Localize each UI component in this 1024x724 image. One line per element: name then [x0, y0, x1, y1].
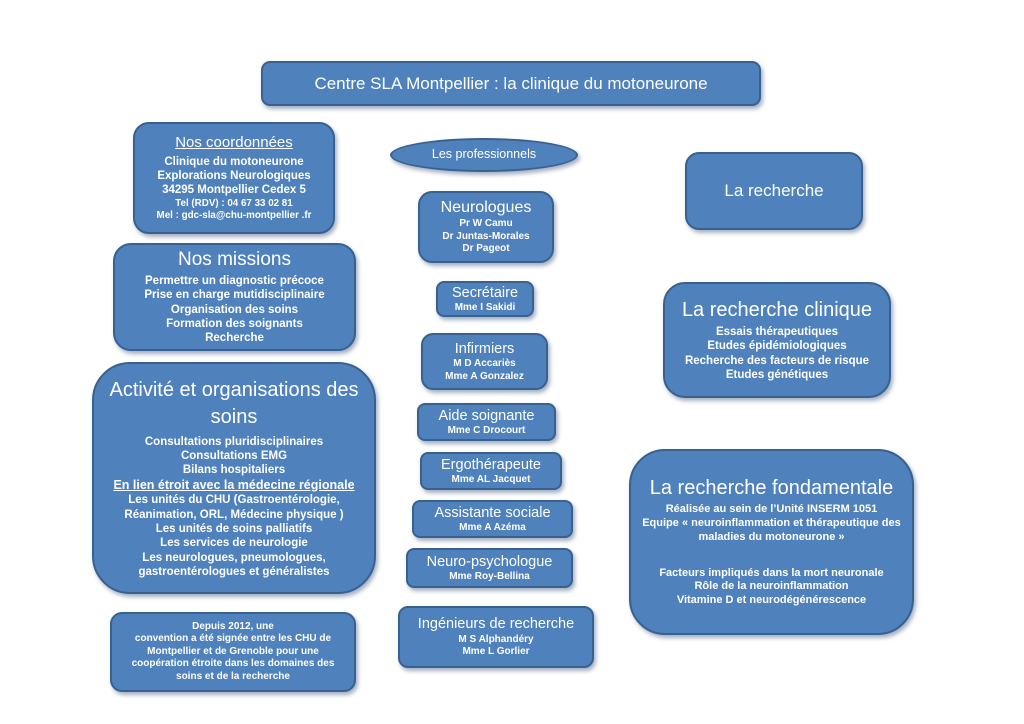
activite-line: Consultations pluridisciplinaires: [144, 435, 324, 448]
activite-line: Les unités de soins palliatifs: [155, 523, 313, 535]
clinique-line: Etudes épidémiologiques: [707, 340, 847, 353]
role-box-assistante-sociale: [412, 500, 573, 538]
missions-heading: Nos missions: [178, 249, 291, 271]
missions-line: Organisation des soins: [170, 303, 299, 316]
fondamentale-line: Réalisée au sein de l’Unité INSERM 1051: [665, 503, 878, 516]
convention-line: convention a été signée entre les CHU de: [134, 633, 332, 645]
clinique-line: Essais thérapeutiques: [715, 325, 839, 338]
role-title: Assistante sociale: [434, 504, 551, 521]
activite-box: [92, 362, 376, 594]
coordonnees-heading: Nos coordonnées: [175, 133, 293, 151]
role-name: Mme L Gorlier: [462, 646, 530, 658]
role-title: Secrétaire: [451, 284, 519, 301]
role-name: Mme C Drocourt: [447, 424, 526, 436]
role-box-neuro-psychologue: [406, 548, 573, 588]
role-title: Infirmiers: [454, 340, 515, 357]
recherche-label: La recherche: [724, 181, 824, 201]
role-box-aide-soignante: [417, 403, 556, 441]
role-box-ingenieurs: [398, 606, 594, 668]
coordonnees-email: Mel : gdc-sla@chu-montpellier .fr: [156, 209, 312, 221]
clinique-line: Recherche des facteurs de risque: [684, 354, 870, 367]
fondamentale-line: Facteurs impliqués dans la mort neuronale: [659, 566, 884, 579]
convention-box: [110, 612, 356, 692]
role-box-infirmiers: [421, 333, 548, 390]
recherche-box: [685, 152, 863, 230]
role-name: M S Alphandéry: [458, 633, 534, 645]
title-box: [261, 61, 761, 106]
role-box-neurologues: [418, 191, 554, 263]
role-name: Mme A Gonzalez: [445, 370, 524, 382]
recherche-clinique-box: [663, 282, 891, 398]
page-title: Centre SLA Montpellier : la clinique du motoneurone: [314, 73, 708, 93]
activite-line: Consultations EMG: [180, 449, 288, 462]
coordonnees-phone: Tel (RDV) : 04 67 33 02 81: [175, 197, 293, 209]
professionnels-label: Les professionnels: [431, 147, 537, 162]
activite-heading: Activité et organisations des soins: [109, 378, 359, 428]
missions-line: Prise en charge mutidisciplinaire: [144, 289, 325, 302]
missions-box: [113, 243, 356, 351]
activite-line: Les neurologues, pneumologues, gastroentérologues et généralistes: [138, 551, 330, 579]
activite-subheading: En lien étroit avec la médecine régionale: [113, 477, 355, 492]
role-name: Pr W Camu: [459, 218, 513, 230]
role-title: Neurologues: [440, 199, 532, 217]
clinique-line: Etudes génétiques: [725, 368, 829, 381]
coordonnees-box: [133, 122, 335, 234]
activite-line: Les unités du CHU (Gastroentérologie, Réanimation, ORL, Médecine physique ): [124, 494, 344, 521]
role-title: Neuro-psychologue: [426, 553, 553, 570]
role-name: Dr Pageot: [462, 243, 510, 255]
convention-line: Depuis 2012, une: [192, 620, 274, 632]
coordonnees-line: 34295 Montpellier Cedex 5: [162, 184, 306, 197]
professionnels-ellipse: [390, 138, 578, 172]
role-title: Ingénieurs de recherche: [417, 616, 575, 633]
role-name: Mme A Azéma: [459, 521, 526, 533]
role-box-ergotherapeute: [420, 452, 562, 490]
missions-line: Permettre un diagnostic précoce: [145, 274, 324, 287]
convention-line: coopération étroite dans les domaines des: [131, 658, 335, 670]
role-name: M D Accariès: [453, 358, 516, 370]
role-box-secretaire: [436, 281, 534, 317]
coordonnees-line: Explorations Neurologiques: [157, 169, 311, 182]
convention-line: soins et de la recherche: [176, 670, 290, 682]
role-name: Mme Roy-Bellina: [449, 570, 530, 582]
fondamentale-line: Rôle de la neuroinflammation: [694, 580, 849, 593]
role-name: Mme AL Jacquet: [451, 473, 531, 485]
role-name: Mme I Sakidi: [454, 301, 516, 313]
activite-line: Bilans hospitaliers: [182, 464, 286, 477]
missions-line: Recherche: [205, 332, 264, 345]
recherche-fondamentale-box: [629, 449, 914, 635]
fondamentale-heading: La recherche fondamentale: [649, 477, 894, 500]
missions-line: Formation des soignants: [166, 318, 303, 331]
role-title: Aide soignante: [438, 407, 535, 424]
clinique-heading: La recherche clinique: [681, 298, 873, 321]
activite-line: Les services de neurologie: [160, 537, 308, 550]
convention-line: Montpellier et de Grenoble pour une: [147, 645, 319, 657]
coordonnees-line: Clinique du motoneurone: [164, 155, 304, 168]
fondamentale-line: Equipe « neuroinflammation et thérapeutique des maladies du motoneurone »: [642, 517, 901, 543]
role-title: Ergothérapeute: [441, 456, 541, 473]
role-name: Dr Juntas-Morales: [442, 230, 530, 242]
fondamentale-line: Vitamine D et neurodégénérescence: [676, 594, 867, 606]
